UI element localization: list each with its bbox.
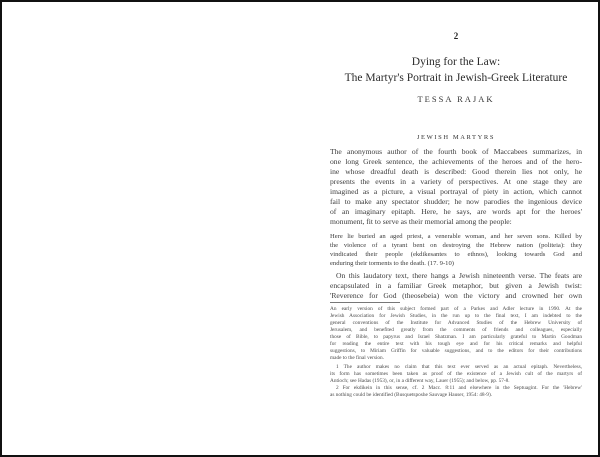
scan-left-edge [0,0,2,457]
paragraph-1-line: The anonymous author of the fourth book of Maccabees summarizes, in [330,147,582,156]
block-quote-line: Here lie buried an aged priest, a venerable woman, and her seven sons. Killed by [330,233,582,240]
chapter-author: TESSA RAJAK [417,94,495,104]
paragraph-1-line: ine whose dreadful death is described: Good therein lies not only, he [330,167,582,176]
footnote-separator [330,302,400,303]
footnote-line: Jerusalem, and benefited greatly from the comments of friends and colleagues, especially [330,327,582,333]
paragraph-1-line: of an imaginary epitaph. Here, he says, are words apt for the heroes' [330,207,582,216]
footnote-line: made to the final version. [330,355,384,361]
footnote-line: An early version of this subject formed part of a Parkes and Adler lecture in 1990. At the [330,306,582,312]
block-quote-line: the violence of a tyrant bent on destroying the Hebrew nation (politeia): they [330,242,582,249]
block-quote-line: enduring their torments to the death. (17. 9-10) [330,260,454,267]
footnote-line: Antioch; see Hadas (1953), or, in a different way, Lauer (1955); and below, pp. 57-8. [330,378,510,384]
chapter-title-line-1: Dying for the Law: [411,56,501,68]
footnote-line: Jewish Association for Jewish Studies, in the run up to the final text, I am indebted to the [330,313,582,319]
paragraph-2-line: encapsulated in a familiar Greek metaphor, but given a Jewish twist: [330,281,582,290]
paragraph-1-line: monument, fit to serve as their memorial among the people: [330,217,512,226]
paragraph-1-line: one long Greek sentence, the achievements of the heroes and of the hero- [330,157,582,166]
footnote-line: 1 The author makes no claim that this text ever served as an actual epitaph. Nevertheless, [336,364,582,370]
footnote-line: for reading the entire text with his tough eye and for his critical remarks and helpful [330,341,582,347]
footnote-line: suggestions, to Miriam Griffin for valuable suggestions, and to the editors for their contributions [330,348,582,354]
scan-top-edge [0,0,600,2]
section-heading: JEWISH MARTYRS [416,134,496,141]
footnote-line: its form has sometimes been taken as proof of the existence of a Jewish cult of the martyrs of [330,371,582,377]
paragraph-2-line: 'Reverence for God (theosebeia) won the victory and crowned her own [330,291,582,300]
paragraph-1-line: imagined as a picture, a visual portrayal of piety in action, which cannot [330,187,582,196]
paragraph-1-line: presents the events in a variety of perspectives. At one stage they are [330,177,582,186]
footnote-line: those of Bible, to papyrus and Israel Shatzman. I am particularly grateful to Martin Goodman [330,334,582,340]
chapter-number: 2 [453,31,459,41]
footnote-line: as nothing could be identified (Busquetsposhe Sauvage Hauser, 1954: 48-9). [330,392,493,398]
block-quote-line: vindicated their people (ekdikesantes to ethnos), looking towards God and [330,251,582,258]
paragraph-1-line: fail to make any spectator shudder; he now parodies the ingenious device [330,197,582,206]
chapter-title-line-2: The Martyr's Portrait in Jewish-Greek Literature [344,72,568,84]
paragraph-2-line: On this laudatory text, there hangs a Jewish nineteenth verse. The feats are [336,271,582,280]
footnote-line: 2 For ekdikein in this sense, cf. 2 Macc. 8:11 and elsewhere in the Septuagint. For the 'Hebrew' [336,385,582,391]
footnote-line: general conventions of the Institute for Advanced Studies of the Hebrew University of [330,320,582,326]
